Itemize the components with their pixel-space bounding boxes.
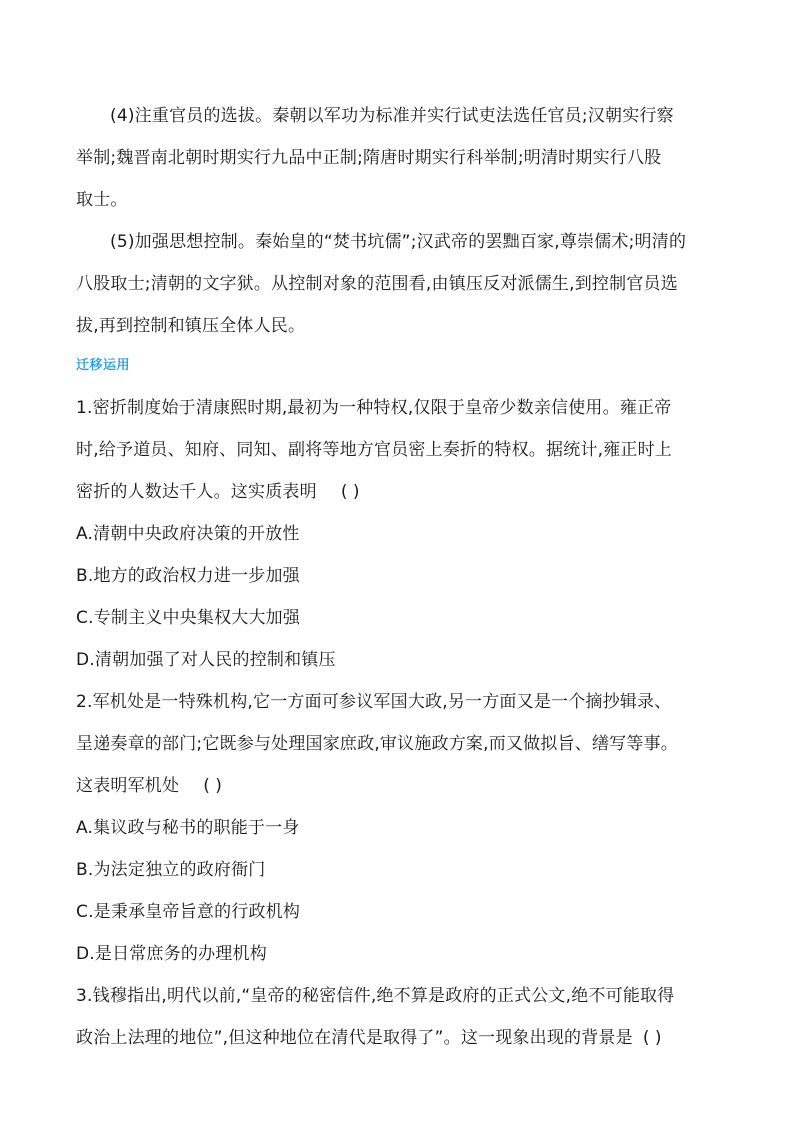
question-1-stem-end: 密折的人数达千人。这实质表明 <box>76 482 317 502</box>
paragraph-5-line-2: 八股取士;清朝的文字狱。从控制对象的范围看,由镇压反对派儒生,到控制官员选 <box>76 274 678 294</box>
paragraph-5-line-1: (5)加强思想控制。秦始皇的“焚书坑儒”;汉武帝的罢黜百家,尊崇儒术;明清的 <box>110 232 687 252</box>
section-title: 迁移运用 <box>76 358 131 373</box>
question-1-line-1: 1.密折制度始于清康熙时期,最初为一种特权,仅限于皇帝少数亲信使用。雍正帝 <box>76 398 672 418</box>
paragraph-4-line-2: 举制;魏晋南北朝时期实行九品中正制;隋唐时期实行科举制;明清时期实行八股 <box>76 148 662 168</box>
answer-blank: ( ) <box>203 776 222 796</box>
question-2-option-a: A.集议政与秘书的职能于一身 <box>76 818 300 838</box>
question-1-line-2: 时,给予道员、知府、同知、副将等地方官员密上奏折的特权。据统计,雍正时上 <box>76 440 673 460</box>
answer-blank: ( ) <box>642 1028 662 1048</box>
question-1-option-d: D.清朝加强了对人民的控制和镇压 <box>76 650 336 670</box>
question-2-option-c: C.是秉承皇帝旨意的行政机构 <box>76 902 301 922</box>
question-3-stem-end: 政治上法理的地位”,但这种地位在清代是取得了”。这一现象出现的背景是 <box>76 1028 633 1048</box>
paragraph-5-line-3: 拔,再到控制和镇压全体人民。 <box>76 316 306 336</box>
question-3-line-2 <box>76 1026 726 1050</box>
paragraph-4-line-3: 取士。 <box>76 190 128 210</box>
question-3-line-1: 3.钱穆指出,明代以前,“皇帝的秘密信件,绝不算是政府的正式公文,绝不可能取得 <box>76 986 675 1006</box>
question-1-line-3 <box>76 480 726 504</box>
question-2-line-3 <box>76 774 726 798</box>
paragraph-4-line-1: (4)注重官员的选拔。秦朝以军功为标准并实行试吏法选任官员;汉朝实行察 <box>110 106 674 126</box>
question-2-stem-end: 这表明军机处 <box>76 776 180 796</box>
question-1-option-c: C.专制主义中央集权大大加强 <box>76 608 301 628</box>
question-1-option-a: A.清朝中央政府决策的开放性 <box>76 524 300 544</box>
question-2-option-d: D.是日常庶务的办理机构 <box>76 944 267 964</box>
question-2-line-2: 呈递奏章的部门;它既参与处理国家庶政,审议施政方案,而又做拟旨、缮写等事。 <box>76 734 678 754</box>
question-2-line-1: 2.军机处是一特殊机构,它一方面可参议军国大政,另一方面又是一个摘抄辑录、 <box>76 692 672 712</box>
answer-blank: ( ) <box>340 482 360 502</box>
question-2-option-b: B.为法定独立的政府衙门 <box>76 860 266 880</box>
question-1-option-b: B.地方的政治权力进一步加强 <box>76 566 300 586</box>
